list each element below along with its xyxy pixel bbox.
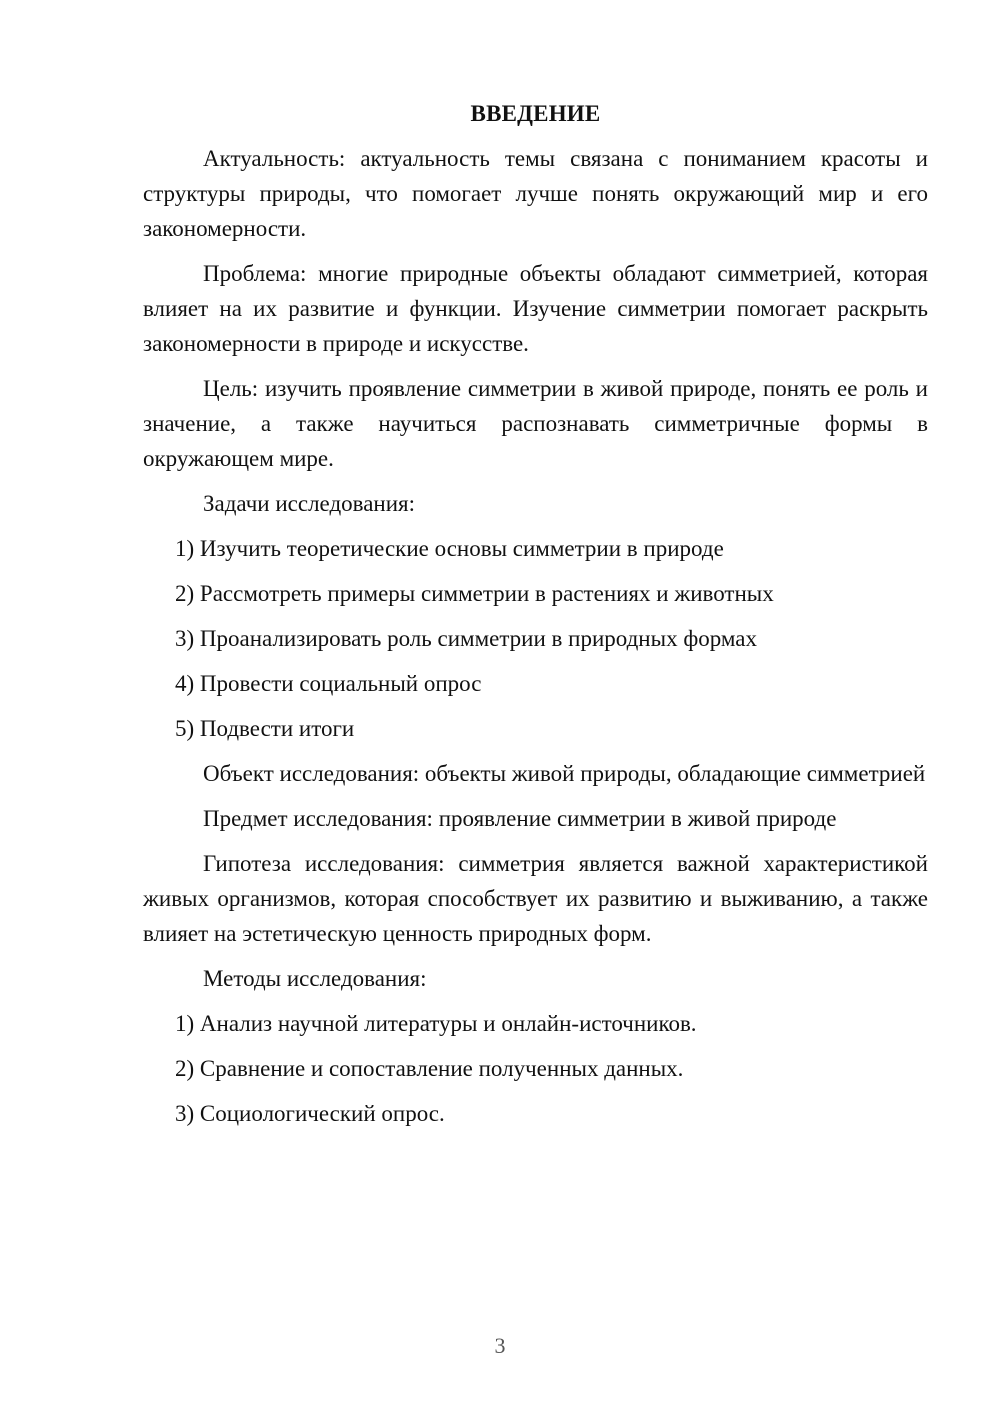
methods-heading: Методы исследования: (203, 966, 427, 991)
list-item: 3) Проанализировать роль симметрии в природных формах (175, 626, 757, 651)
tasks-heading: Задачи исследования: (203, 491, 416, 516)
list-item: 2) Сравнение и сопоставление полученных данных. (175, 1056, 684, 1081)
page-number: 3 (494, 1333, 506, 1358)
document-page (143, 96, 928, 1141)
list-item: 2) Рассмотреть примеры симметрии в растениях и животных (175, 581, 774, 606)
object-paragraph: Объект исследования: объекты живой природы, обладающие симметрией (203, 761, 926, 786)
goal-paragraph: Цель: изучить проявление симметрии в живой природе, понять ее роль и значение, а также научиться распознавать симметричные формы в окружающем мире. (143, 376, 928, 471)
list-item: 3) Социологический опрос. (175, 1101, 445, 1126)
list-item: 5) Подвести итоги (175, 716, 355, 741)
relevance-paragraph: Актуальность: актуальность темы связана с пониманием красоты и структуры природы, что помогает лучше понять окружающий мир и его закономерности. (143, 146, 928, 241)
list-item: 1) Изучить теоретические основы симметрии в природе (175, 536, 724, 561)
problem-paragraph: Проблема: многие природные объекты обладают симметрией, которая влияет на их развитие и функции. Изучение симметрии помогает раскрыть закономерности в природе и искусстве. (143, 261, 928, 356)
section-title: ВВЕДЕНИЕ (470, 101, 601, 126)
list-item: 4) Провести социальный опрос (175, 671, 482, 696)
hypothesis-paragraph: Гипотеза исследования: симметрия является важной характеристикой живых организмов, которая способствует их развитию и выживанию, а также влияет на эстетическую ценность природных форм. (143, 851, 928, 946)
subject-paragraph: Предмет исследования: проявление симметрии в живой природе (203, 806, 837, 831)
list-item: 1) Анализ научной литературы и онлайн-источников. (175, 1011, 697, 1036)
